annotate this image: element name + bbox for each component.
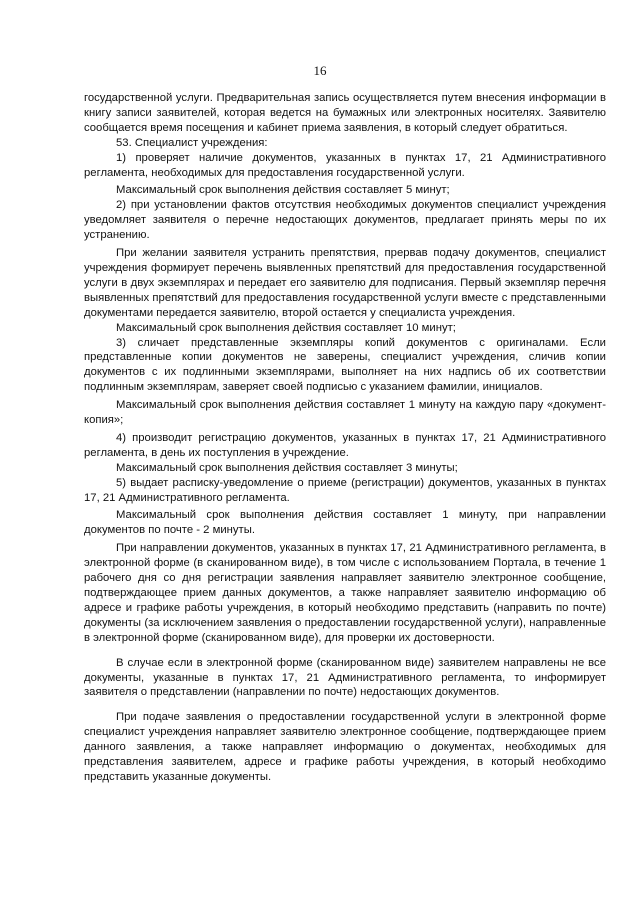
paragraph: 5) выдает расписку-уведомление о приеме (регистрации) документов, указанных в пунктах 17, 21 Административного регламента. [84,476,606,504]
paragraph: Максимальный срок выполнения действия составляет 10 минут; [116,321,456,334]
paragraph: 4) производит регистрацию документов, указанных в пунктах 17, 21 Административного регламента, в день их поступления в учреждение. [84,431,606,459]
page-number: 16 [313,63,327,78]
paragraph: При подаче заявления о предоставлении государственной услуги в электронной форме специалист учреждения направляет заявителю электронное сообщение, подтверждающее прием данного заявления, а также направляет информацию о документах, необходимых для представления заявителем, адресе и графике работы учреждения, в который необходимо представить указанные документы. [84,711,606,783]
paragraph: При направлении документов, указанных в пунктах 17, 21 Административного регламента, в электронной форме (в сканированном виде), в том числе с использованием Портала, в течение 1 рабочего дня со дня регистрации заявления направляет заявителю электронное сообщение, подтверждающее прием данных документов, а также направляет заявителю информацию об адресе и графике работы учреждения, в который необходимо представить (направить по почте) документы (за исключением заявления о предоставлении государственной услуги), направленные в электронной форме (сканированном виде), для проверки их достоверности. [84,542,606,644]
paragraph: Максимальный срок выполнения действия составляет 5 минут; [116,184,450,197]
document-body [84,91,606,785]
paragraph: Максимальный срок выполнения действия составляет 1 минуту на каждую пару «документ-копия»; [84,399,606,427]
paragraph: 3) сличает представленные экземпляры копий документов с оригиналами. Если представленные копии документов не заверены, специалист учреждения, сличив копии документов с их подлинными экземплярами, выполняет на них надпись об их соответствии подлинным экземплярам, заверяет своей подписью с указанием фамилии, инициалов. [84,336,606,394]
paragraph: 1) проверяет наличие документов, указанных в пунктах 17, 21 Административного регламента, необходимых для предоставления государственной услуги. [84,151,606,179]
paragraph: 2) при установлении фактов отсутствия необходимых документов специалист учреждения уведомляет заявителя о перечне недостающих документов, предлагает принять меры по их устранению. [84,199,606,242]
paragraph: В случае если в электронной форме (сканированном виде) заявителем направлены не все документы, указанные в пунктах 17, 21 Административного регламента, то информирует заявителя о представлении (направлении по почте) недостающих документов. [84,656,606,699]
paragraph: При желании заявителя устранить препятствия, прервав подачу документов, специалист учреждения формирует перечень выявленных препятствий для предоставления государственной услуги в двух экземплярах и передает его заявителю для подписания. Первый экземпляр перечня выявленных препятствий для предоставления государственной услуги вместе с представленными документами передается заявителю, второй остается у специалиста учреждения. [84,247,606,319]
paragraph: Максимальный срок выполнения действия составляет 1 минуту, при направлении документов по почте - 2 минуты. [84,509,606,537]
paragraph: 53. Специалист учреждения: [116,136,268,149]
paragraph: государственной услуги. Предварительная запись осуществляется путем внесения информации в книгу записи заявителей, которая ведется на бумажных или электронных носителях. Заявителю сообщается время посещения и кабинет приема заявления, в который следует обратиться. [84,92,606,134]
paragraph: Максимальный срок выполнения действия составляет 3 минуты; [116,461,458,474]
